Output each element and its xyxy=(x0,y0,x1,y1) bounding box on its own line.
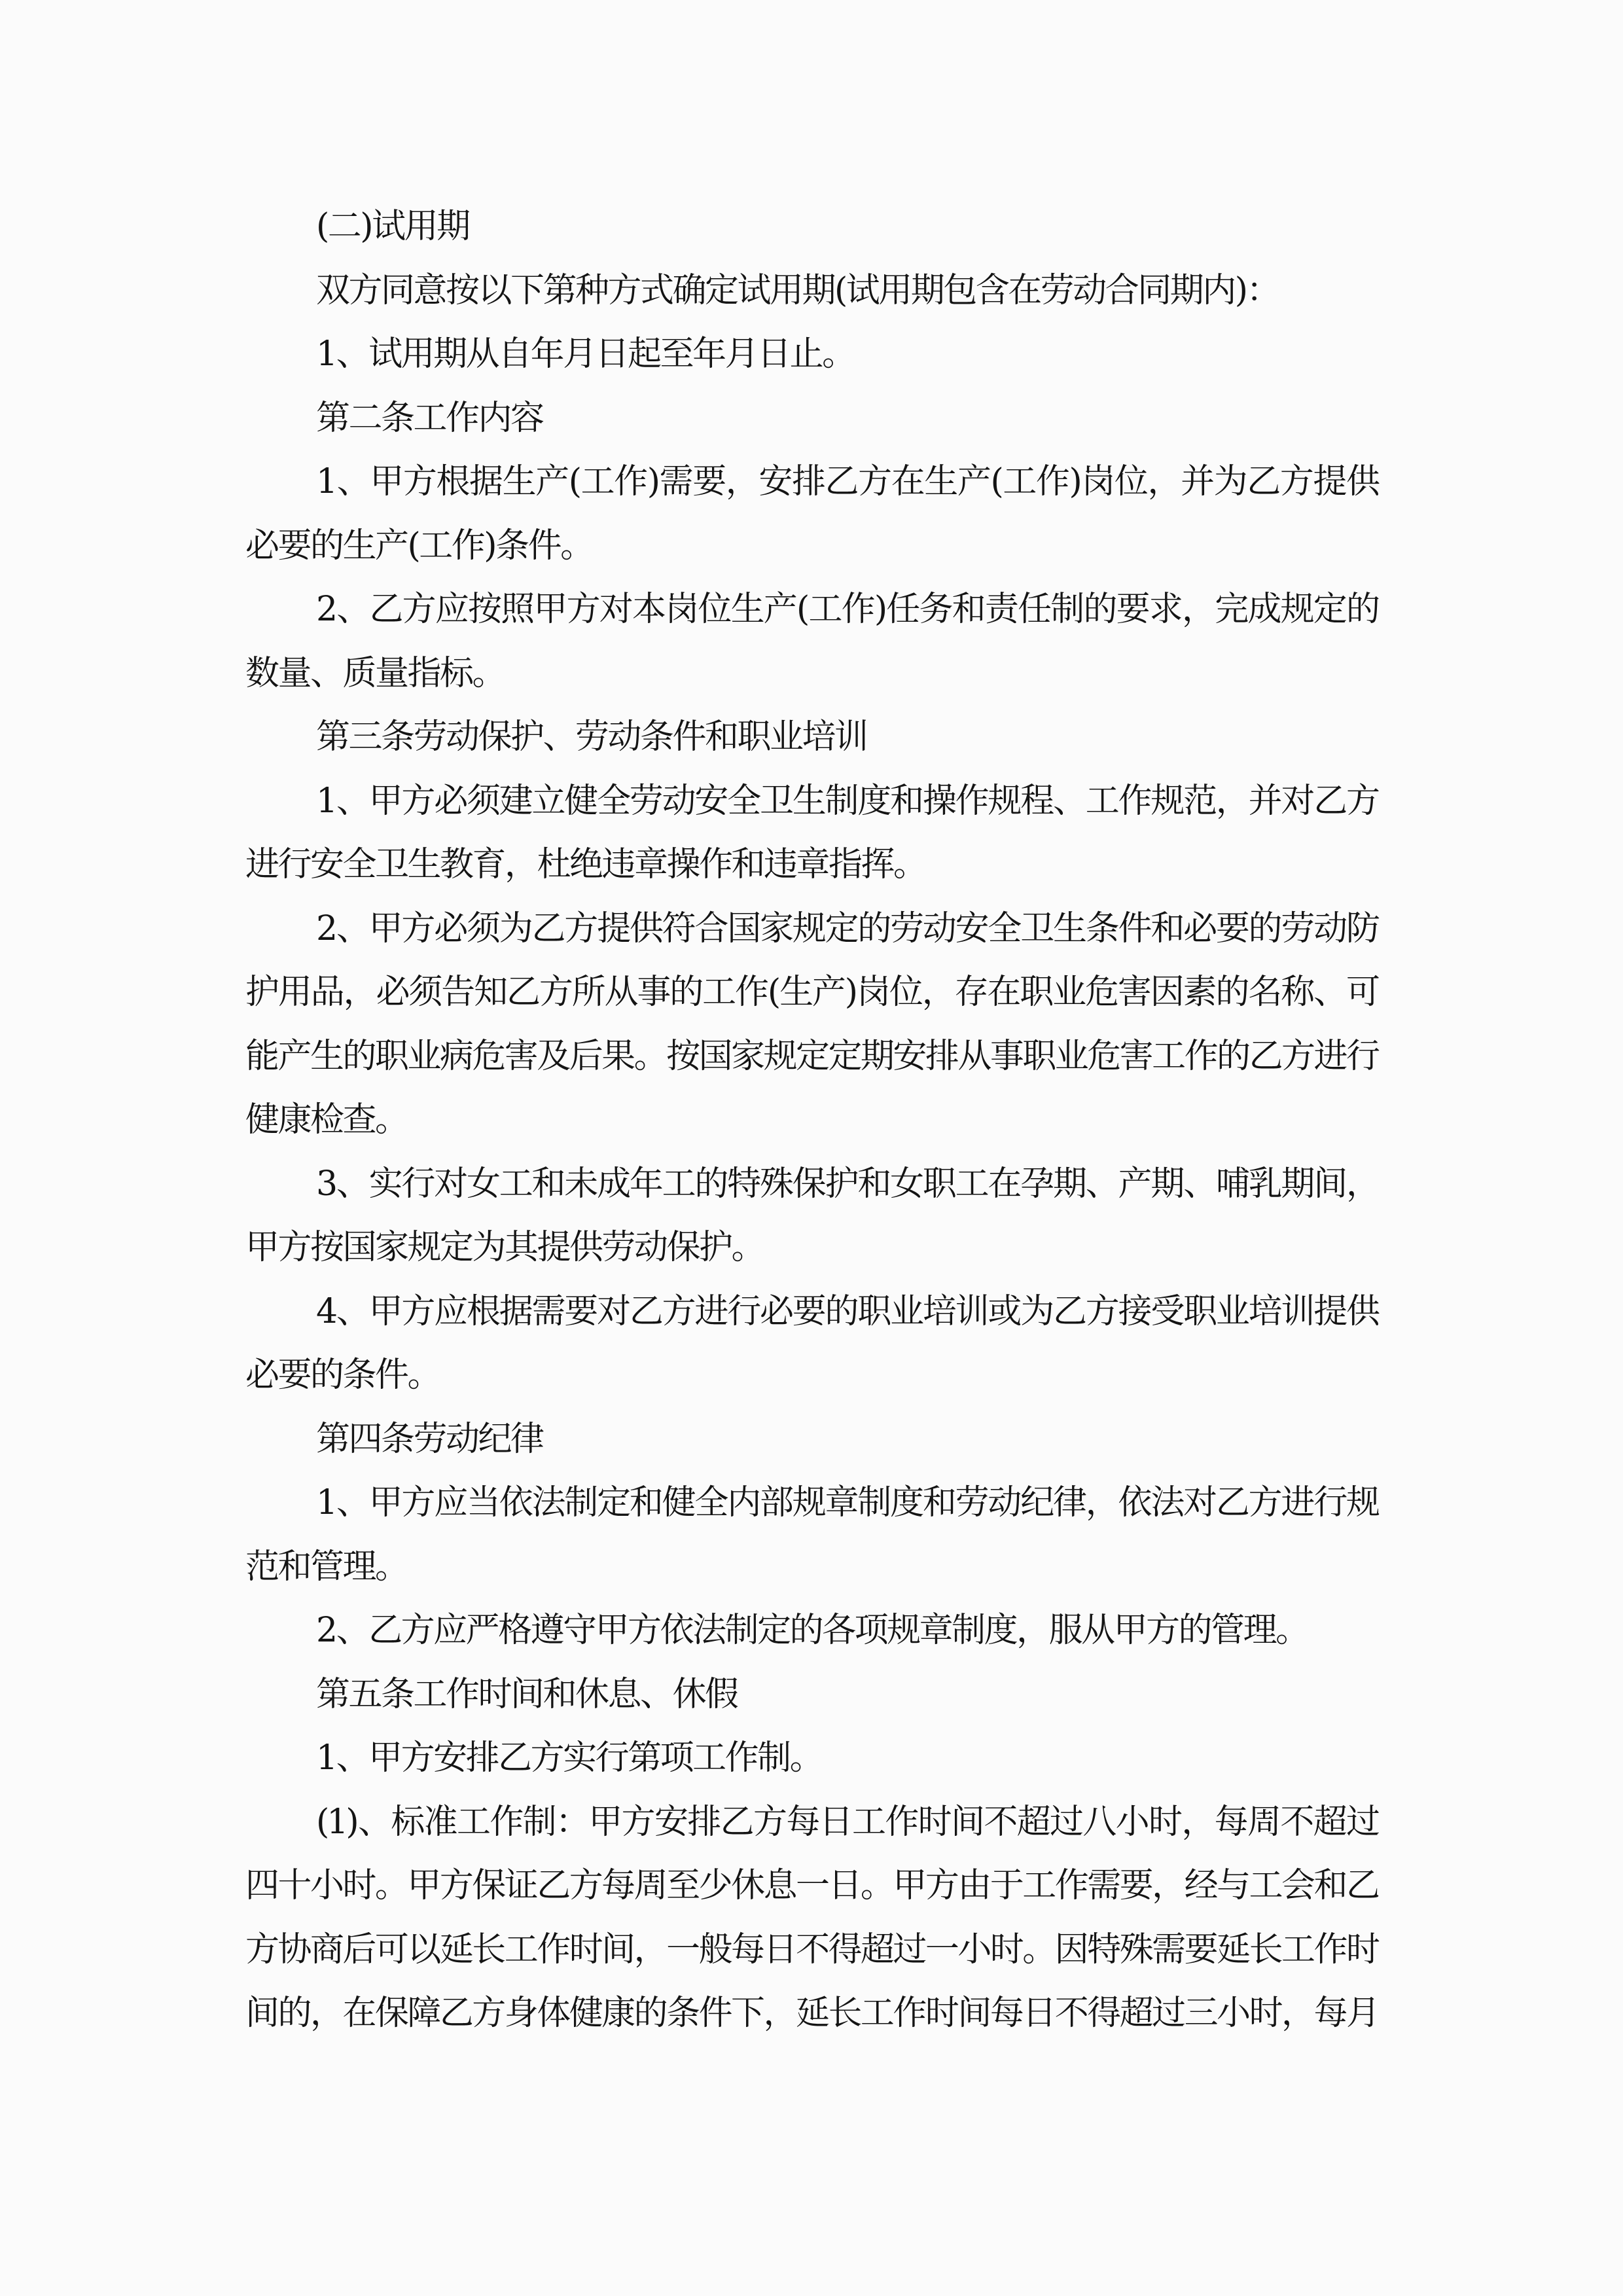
text-line: 甲方按国家规定为其提供劳动保护。 xyxy=(245,1228,764,1267)
text-line: 4、甲方应根据需要对乙方进行必要的职业培训或为乙方接受职业培训提供 xyxy=(316,1291,1378,1331)
text-line: 方协商后可以延长工作时间，一般每日不得超过一小时。因特殊需要延长工作时 xyxy=(245,1929,1378,1969)
text-line: 1、甲方必须建立健全劳动安全卫生制度和操作规程、工作规范，并对乙方 xyxy=(316,781,1378,821)
text-line: 第二条工作内容 xyxy=(316,398,543,438)
text-line: 护用品，必须告知乙方所从事的工作(生产)岗位，存在职业危害因素的名称、可 xyxy=(245,973,1378,1012)
text-line: (二)试用期 xyxy=(316,207,469,246)
text-line: 必要的生产(工作)条件。 xyxy=(245,526,593,565)
text-line: 四十小时。甲方保证乙方每周至少休息一日。甲方由于工作需要，经与工会和乙 xyxy=(245,1866,1378,1905)
text-line: 间的，在保障乙方身体健康的条件下，延长工作时间每日不得超过三小时，每月 xyxy=(245,1994,1378,2033)
text-line: 必要的条件。 xyxy=(245,1355,440,1395)
text-line: (1)、标准工作制：甲方安排乙方每日工作时间不超过八小时，每周不超过 xyxy=(316,1802,1378,1842)
text-line: 1、甲方应当依法制定和健全内部规章制度和劳动纪律，依法对乙方进行规 xyxy=(316,1483,1378,1522)
text-line: 2、甲方必须为乙方提供符合国家规定的劳动安全卫生条件和必要的劳动防 xyxy=(316,908,1378,948)
text-line: 健康检查。 xyxy=(245,1100,408,1139)
text-line: 范和管理。 xyxy=(245,1547,408,1587)
text-line: 第四条劳动纪律 xyxy=(316,1419,543,1459)
text-line: 第五条工作时间和休息、休假 xyxy=(316,1674,738,1714)
text-line: 1、甲方根据生产(工作)需要，安排乙方在生产(工作)岗位，并为乙方提供 xyxy=(316,462,1378,501)
text-line: 3、实行对女工和未成年工的特殊保护和女职工在孕期、产期、哺乳期间， xyxy=(316,1164,1378,1204)
document-body xyxy=(245,195,1378,2046)
text-line: 能产生的职业病危害及后果。按国家规定定期安排从事职业危害工作的乙方进行 xyxy=(245,1036,1378,1076)
text-line: 1、试用期从自年月日起至年月日止。 xyxy=(316,334,855,374)
text-line: 进行安全卫生教育，杜绝违章操作和违章指挥。 xyxy=(245,845,926,884)
text-line: 双方同意按以下第种方式确定试用期(试用期包含在劳动合同期内)： xyxy=(316,270,1279,310)
text-line: 第三条劳动保护、劳动条件和职业培训 xyxy=(316,717,867,757)
text-line: 2、乙方应严格遵守甲方依法制定的各项规章制度，服从甲方的管理。 xyxy=(316,1611,1308,1650)
text-line: 2、乙方应按照甲方对本岗位生产(工作)任务和责任制的要求，完成规定的 xyxy=(316,590,1378,629)
text-line: 数量、质量指标。 xyxy=(245,653,505,693)
text-line: 1、甲方安排乙方实行第项工作制。 xyxy=(316,1738,823,1778)
